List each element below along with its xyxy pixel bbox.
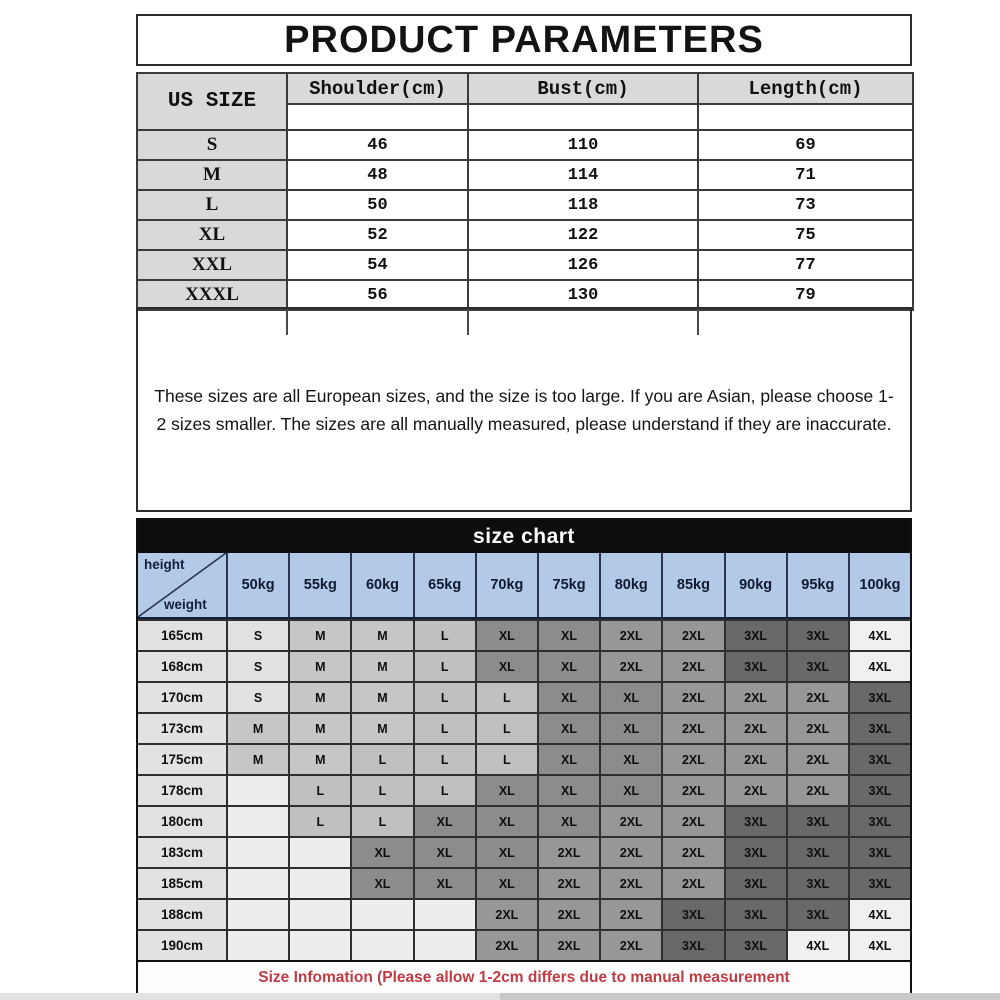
- size-cell: XL: [537, 712, 599, 743]
- size-cell: S: [226, 619, 288, 650]
- size-cell: 2XL: [786, 712, 848, 743]
- size-note-text: These sizes are all European sizes, and the size is too large. If you are Asian, please choose 1-2 sizes smaller. The sizes are all manually measured, please understand if they are inaccurate.: [154, 385, 894, 434]
- measurement-cell: 75: [698, 220, 913, 250]
- size-cell: M: [226, 712, 288, 743]
- size-cell: 3XL: [786, 650, 848, 681]
- size-cell: L: [413, 650, 475, 681]
- size-cell: 3XL: [661, 929, 723, 960]
- size-note-box: [136, 307, 912, 512]
- size-cell: [226, 898, 288, 929]
- size-cell: 2XL: [599, 836, 661, 867]
- measurement-cell: 52: [287, 220, 468, 250]
- size-cell: [226, 805, 288, 836]
- size-cell: 2XL: [786, 681, 848, 712]
- size-cell: 3XL: [786, 836, 848, 867]
- measurement-cell: 110: [468, 130, 698, 160]
- size-cell: 2XL: [661, 836, 723, 867]
- size-cell: L: [413, 774, 475, 805]
- size-cell: 3XL: [786, 867, 848, 898]
- size-cell: 3XL: [848, 805, 910, 836]
- product-table-row: [137, 280, 913, 310]
- size-cell: [413, 898, 475, 929]
- us-size-cell: S: [137, 130, 287, 160]
- size-cell: 2XL: [599, 929, 661, 960]
- size-cell: 2XL: [537, 929, 599, 960]
- size-cell: L: [413, 681, 475, 712]
- size-cell: 3XL: [724, 929, 786, 960]
- height-weight-corner-cell: [138, 553, 226, 617]
- size-cell: 3XL: [724, 898, 786, 929]
- product-table-header-row: [137, 73, 913, 104]
- weight-header-cell: 70kg: [475, 553, 537, 617]
- size-cell: 3XL: [661, 898, 723, 929]
- measurement-cell: 126: [468, 250, 698, 280]
- size-cell: L: [288, 774, 350, 805]
- size-cell: 3XL: [724, 619, 786, 650]
- size-cell: XL: [350, 867, 412, 898]
- size-cell: 3XL: [848, 836, 910, 867]
- size-cell: [288, 898, 350, 929]
- height-label-cell: 183cm: [138, 836, 226, 867]
- us-size-cell: XL: [137, 220, 287, 250]
- product-table-row: [137, 160, 913, 190]
- size-cell: XL: [599, 681, 661, 712]
- size-cell: [226, 774, 288, 805]
- size-cell: 3XL: [724, 867, 786, 898]
- shoulder-column-header: Shoulder(cm): [287, 73, 468, 104]
- size-chart: [136, 518, 912, 996]
- us-size-cell: M: [137, 160, 287, 190]
- size-cell: 2XL: [599, 898, 661, 929]
- measurement-cell: 77: [698, 250, 913, 280]
- size-cell: L: [350, 805, 412, 836]
- size-cell: 4XL: [848, 898, 910, 929]
- size-cell: L: [288, 805, 350, 836]
- measurement-cell: 118: [468, 190, 698, 220]
- size-matrix-row: [138, 836, 910, 867]
- size-cell: [350, 898, 412, 929]
- size-cell: 2XL: [599, 805, 661, 836]
- size-chart-title-bar: [138, 520, 910, 553]
- size-cell: 2XL: [661, 712, 723, 743]
- size-information-text: Size Infomation (Please allow 1-2cm differs due to manual measurement: [258, 969, 790, 986]
- height-label-cell: 170cm: [138, 681, 226, 712]
- size-cell: 2XL: [475, 929, 537, 960]
- measurement-cell: 130: [468, 280, 698, 310]
- page-title: PRODUCT PARAMETERS: [284, 18, 764, 61]
- size-cell: 3XL: [848, 774, 910, 805]
- size-cell: XL: [599, 774, 661, 805]
- size-cell: M: [350, 712, 412, 743]
- size-cell: XL: [475, 774, 537, 805]
- size-cell: 2XL: [724, 774, 786, 805]
- weight-header-cell: 85kg: [661, 553, 723, 617]
- weight-header-cell: 95kg: [786, 553, 848, 617]
- size-cell: 2XL: [724, 681, 786, 712]
- weight-header-cell: 55kg: [288, 553, 350, 617]
- size-cell: M: [288, 650, 350, 681]
- height-label-cell: 188cm: [138, 898, 226, 929]
- size-cell: 2XL: [786, 774, 848, 805]
- size-cell: 3XL: [848, 681, 910, 712]
- size-matrix-row: [138, 929, 910, 960]
- product-table-row: [137, 130, 913, 160]
- size-cell: [226, 836, 288, 867]
- size-matrix-row: [138, 805, 910, 836]
- measurement-cell: 69: [698, 130, 913, 160]
- product-table-row: [137, 250, 913, 280]
- height-label-cell: 175cm: [138, 743, 226, 774]
- size-cell: M: [288, 681, 350, 712]
- measurement-cell: 79: [698, 280, 913, 310]
- weight-header-cell: 65kg: [413, 553, 475, 617]
- size-matrix-row: [138, 681, 910, 712]
- size-cell: M: [350, 619, 412, 650]
- size-cell: 2XL: [599, 867, 661, 898]
- size-cell: XL: [537, 805, 599, 836]
- size-cell: [288, 867, 350, 898]
- column-divider-stub: [467, 309, 469, 335]
- measurement-cell: 56: [287, 280, 468, 310]
- corner-height-label: height: [144, 557, 185, 572]
- us-size-header: US SIZE: [137, 73, 287, 130]
- size-matrix-row: [138, 867, 910, 898]
- size-cell: S: [226, 650, 288, 681]
- size-cell: [413, 929, 475, 960]
- size-matrix-row: [138, 712, 910, 743]
- size-cell: L: [475, 743, 537, 774]
- product-parameters-table: [136, 72, 914, 311]
- subheader-cell: [287, 104, 468, 130]
- size-cell: XL: [413, 836, 475, 867]
- size-cell: XL: [599, 743, 661, 774]
- size-cell: XL: [475, 805, 537, 836]
- height-label-cell: 173cm: [138, 712, 226, 743]
- size-cell: M: [288, 619, 350, 650]
- size-matrix: [138, 619, 910, 960]
- weight-header-row: [138, 553, 910, 619]
- size-chart-title: size chart: [473, 524, 575, 548]
- size-cell: 3XL: [786, 898, 848, 929]
- size-cell: 3XL: [724, 650, 786, 681]
- size-cell: 3XL: [724, 805, 786, 836]
- size-cell: [226, 867, 288, 898]
- weight-header-cell: 100kg: [848, 553, 910, 617]
- size-cell: [288, 836, 350, 867]
- size-cell: 3XL: [848, 867, 910, 898]
- size-cell: XL: [350, 836, 412, 867]
- measurement-cell: 48: [287, 160, 468, 190]
- size-cell: 2XL: [661, 867, 723, 898]
- size-matrix-row: [138, 743, 910, 774]
- size-cell: XL: [413, 805, 475, 836]
- size-cell: [288, 929, 350, 960]
- size-cell: XL: [537, 619, 599, 650]
- weight-header-cell: 80kg: [599, 553, 661, 617]
- size-cell: M: [288, 743, 350, 774]
- us-size-cell: XXXL: [137, 280, 287, 310]
- weight-header-cell: 75kg: [537, 553, 599, 617]
- size-cell: XL: [537, 774, 599, 805]
- size-cell: XL: [475, 836, 537, 867]
- bottom-edge-strip: [0, 993, 1000, 1000]
- size-cell: 4XL: [848, 929, 910, 960]
- size-cell: 2XL: [661, 743, 723, 774]
- column-divider-stub: [697, 309, 699, 335]
- height-label-cell: 178cm: [138, 774, 226, 805]
- size-cell: L: [475, 681, 537, 712]
- weight-header-cell: 60kg: [350, 553, 412, 617]
- product-table-body: [137, 130, 913, 310]
- size-matrix-row: [138, 619, 910, 650]
- height-label-cell: 180cm: [138, 805, 226, 836]
- product-table-row: [137, 220, 913, 250]
- size-cell: 2XL: [537, 867, 599, 898]
- size-cell: 3XL: [786, 805, 848, 836]
- size-cell: 4XL: [848, 619, 910, 650]
- height-label-cell: 185cm: [138, 867, 226, 898]
- size-cell: L: [475, 712, 537, 743]
- length-column-header: Length(cm): [698, 73, 913, 104]
- corner-weight-label: weight: [164, 597, 207, 612]
- size-cell: 2XL: [537, 836, 599, 867]
- size-cell: 2XL: [786, 743, 848, 774]
- height-label-cell: 165cm: [138, 619, 226, 650]
- bust-column-header: Bust(cm): [468, 73, 698, 104]
- size-cell: XL: [475, 867, 537, 898]
- size-matrix-row: [138, 774, 910, 805]
- measurement-cell: 122: [468, 220, 698, 250]
- size-cell: XL: [537, 743, 599, 774]
- size-matrix-row: [138, 650, 910, 681]
- column-divider-stub: [286, 309, 288, 335]
- size-cell: 2XL: [661, 681, 723, 712]
- size-cell: 2XL: [599, 619, 661, 650]
- size-cell: 2XL: [661, 619, 723, 650]
- size-cell: [350, 929, 412, 960]
- height-label-cell: 168cm: [138, 650, 226, 681]
- size-cell: L: [413, 619, 475, 650]
- height-label-cell: 190cm: [138, 929, 226, 960]
- subheader-cell: [468, 104, 698, 130]
- product-table-head: [137, 73, 913, 130]
- product-parameters-title-box: [136, 14, 912, 66]
- size-cell: 4XL: [848, 650, 910, 681]
- product-table-row: [137, 190, 913, 220]
- size-chart-footer: [138, 960, 910, 994]
- size-cell: 3XL: [786, 619, 848, 650]
- size-cell: 2XL: [661, 650, 723, 681]
- size-cell: 2XL: [661, 805, 723, 836]
- size-cell: 2XL: [475, 898, 537, 929]
- measurement-cell: 71: [698, 160, 913, 190]
- measurement-cell: 54: [287, 250, 468, 280]
- size-cell: L: [413, 743, 475, 774]
- size-cell: 2XL: [537, 898, 599, 929]
- size-cell: 3XL: [724, 836, 786, 867]
- size-cell: 2XL: [724, 743, 786, 774]
- size-cell: XL: [413, 867, 475, 898]
- size-cell: 3XL: [848, 712, 910, 743]
- size-cell: 2XL: [599, 650, 661, 681]
- size-cell: XL: [537, 681, 599, 712]
- us-size-cell: L: [137, 190, 287, 220]
- size-cell: S: [226, 681, 288, 712]
- size-matrix-row: [138, 898, 910, 929]
- measurement-cell: 114: [468, 160, 698, 190]
- size-cell: 2XL: [724, 712, 786, 743]
- subheader-cell: [698, 104, 913, 130]
- size-cell: XL: [537, 650, 599, 681]
- weight-header-cell: 90kg: [724, 553, 786, 617]
- weight-header-cell: 50kg: [226, 553, 288, 617]
- size-cell: L: [350, 743, 412, 774]
- size-cell: L: [350, 774, 412, 805]
- size-cell: M: [350, 681, 412, 712]
- measurement-cell: 46: [287, 130, 468, 160]
- size-cell: M: [350, 650, 412, 681]
- size-cell: M: [288, 712, 350, 743]
- size-cell: XL: [475, 619, 537, 650]
- size-cell: XL: [599, 712, 661, 743]
- measurement-cell: 50: [287, 190, 468, 220]
- measurement-cell: 73: [698, 190, 913, 220]
- size-cell: 2XL: [661, 774, 723, 805]
- size-cell: XL: [475, 650, 537, 681]
- us-size-cell: XXL: [137, 250, 287, 280]
- size-cell: L: [413, 712, 475, 743]
- size-cell: 3XL: [848, 743, 910, 774]
- size-cell: M: [226, 743, 288, 774]
- size-cell: 4XL: [786, 929, 848, 960]
- size-cell: [226, 929, 288, 960]
